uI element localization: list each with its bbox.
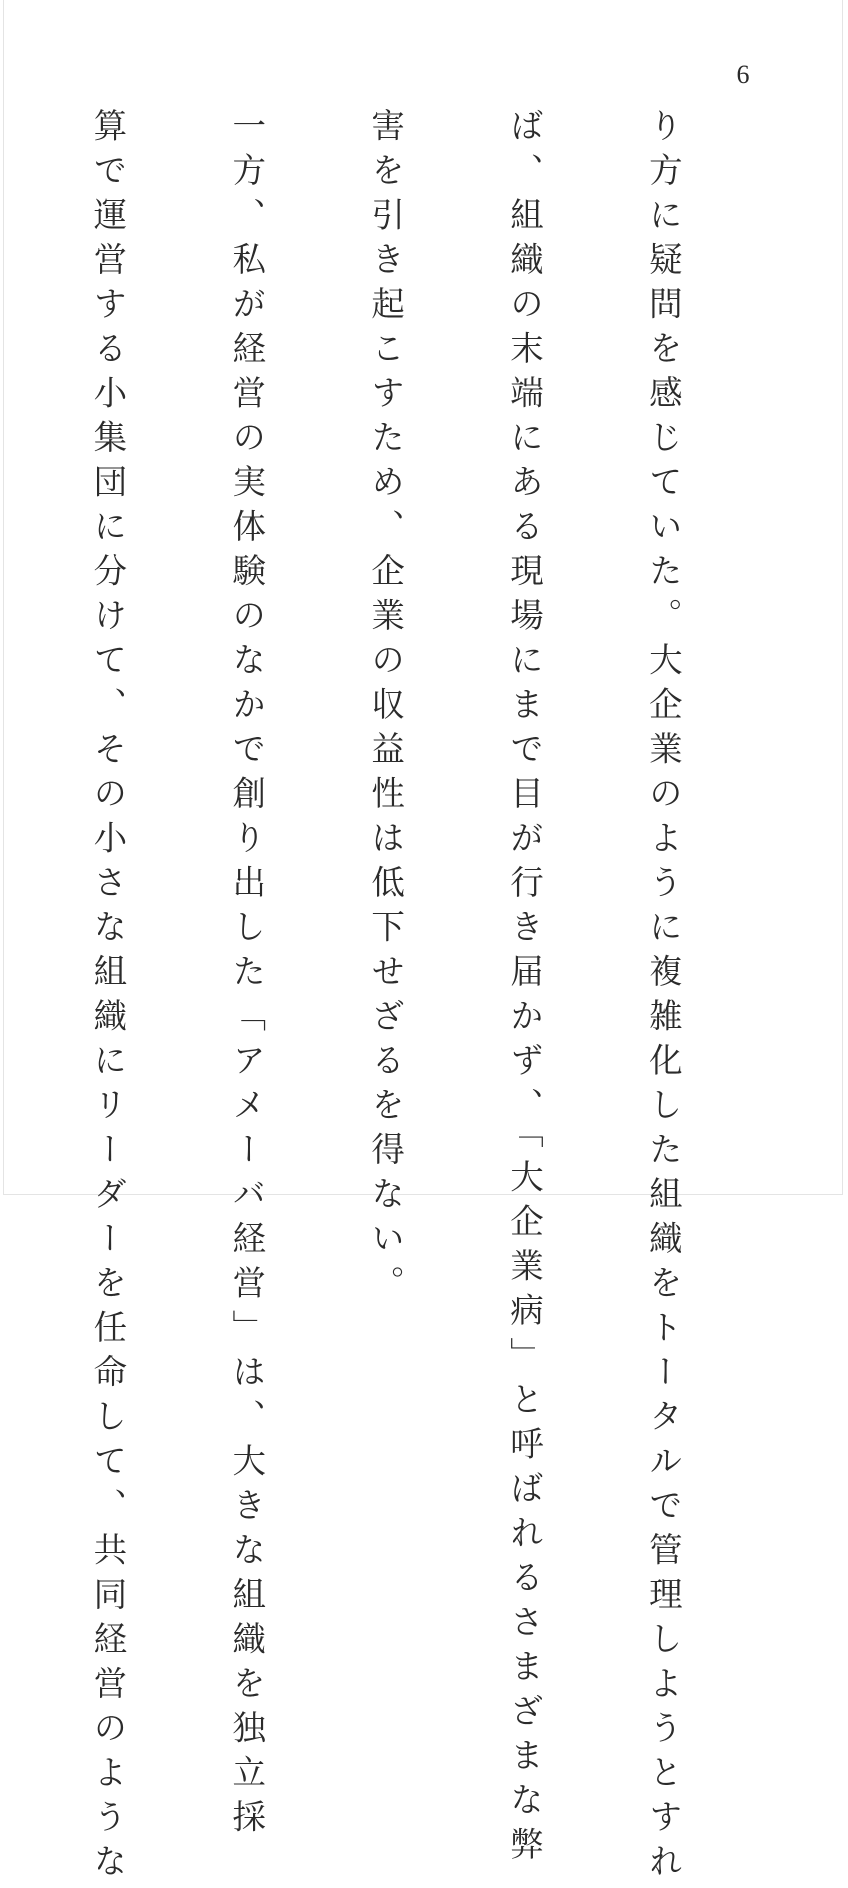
text-column: 一方、私が経営の実体験のなかで創り出した「アメーバ経営」は、大きな組織を独立採	[226, 108, 266, 1844]
text-column: 算で運営する小集団に分けて、その小さな組織にリーダーを任命して、共同経営のような	[87, 108, 127, 1888]
text-column: ば、組織の末端にある現場にまで目が行き届かず、「大企業病」と呼ばれるさまざまな弊	[504, 108, 544, 1872]
page-number: 6	[736, 60, 750, 89]
text-column: 害を引き起こすため、企業の収益性は低下せざるを得ない。	[365, 108, 405, 1310]
text-column: り方に疑問を感じていた。大企業のように複雑化した組織をトータルで管理しようとすれ	[643, 108, 683, 1888]
vertical-body-text	[0, 108, 778, 1888]
